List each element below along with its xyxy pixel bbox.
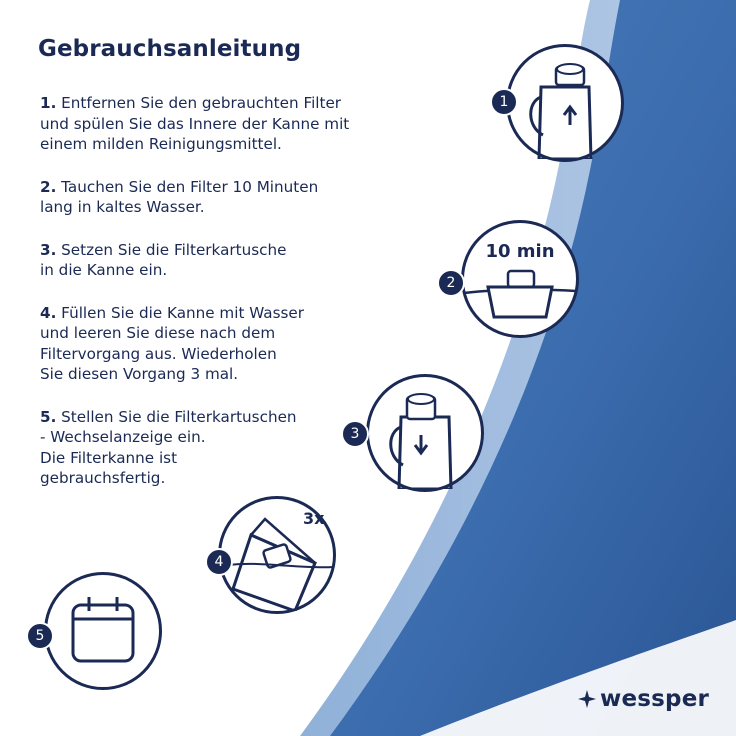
step-3-illustration	[366, 374, 484, 492]
step-badge-5: 5	[26, 622, 54, 650]
jug-insert-filter-icon	[369, 377, 481, 489]
logo-cross-icon	[578, 690, 596, 708]
brand-logo	[578, 686, 709, 712]
repeat-count-label: 3x	[303, 509, 325, 528]
step-4: 4. Füllen Sie die Kanne mit Wasser und leeren Sie diese nach dem Filtervorgang aus. Wiederholen Sie diesen Vorgang 3 mal.	[40, 303, 304, 383]
soak-filter-bowl-icon	[464, 223, 576, 335]
step-2: 2. Tauchen Sie den Filter 10 Minuten lang in kaltes Wasser.	[40, 177, 319, 216]
instruction-list	[40, 93, 400, 511]
calendar-icon	[47, 575, 159, 687]
step-1: 1. Entfernen Sie den gebrauchten Filter und spülen Sie das Innere der Kanne mit einem milden Reinigungsmittel.	[40, 94, 350, 153]
step-badge-2: 2	[437, 269, 465, 297]
step-2-illustration	[461, 220, 579, 338]
step-badge-3: 3	[341, 420, 369, 448]
step-5-illustration	[44, 572, 162, 690]
step-badge-1: 1	[490, 88, 518, 116]
jug-lift-filter-icon	[509, 47, 621, 159]
logo-text: wessper	[600, 686, 710, 712]
soak-time-label: 10 min	[485, 241, 555, 262]
step-1-illustration	[506, 44, 624, 162]
step-5: 5. Stellen Sie die Filterkartuschen - Wechselanzeige ein. Die Filterkanne ist gebrauchsfertig.	[40, 407, 297, 487]
step-badge-4: 4	[205, 548, 233, 576]
step-4-illustration	[218, 496, 336, 614]
step-3: 3. Setzen Sie die Filterkartusche in die Kanne ein.	[40, 240, 287, 279]
page-title: Gebrauchsanleitung	[38, 36, 302, 62]
